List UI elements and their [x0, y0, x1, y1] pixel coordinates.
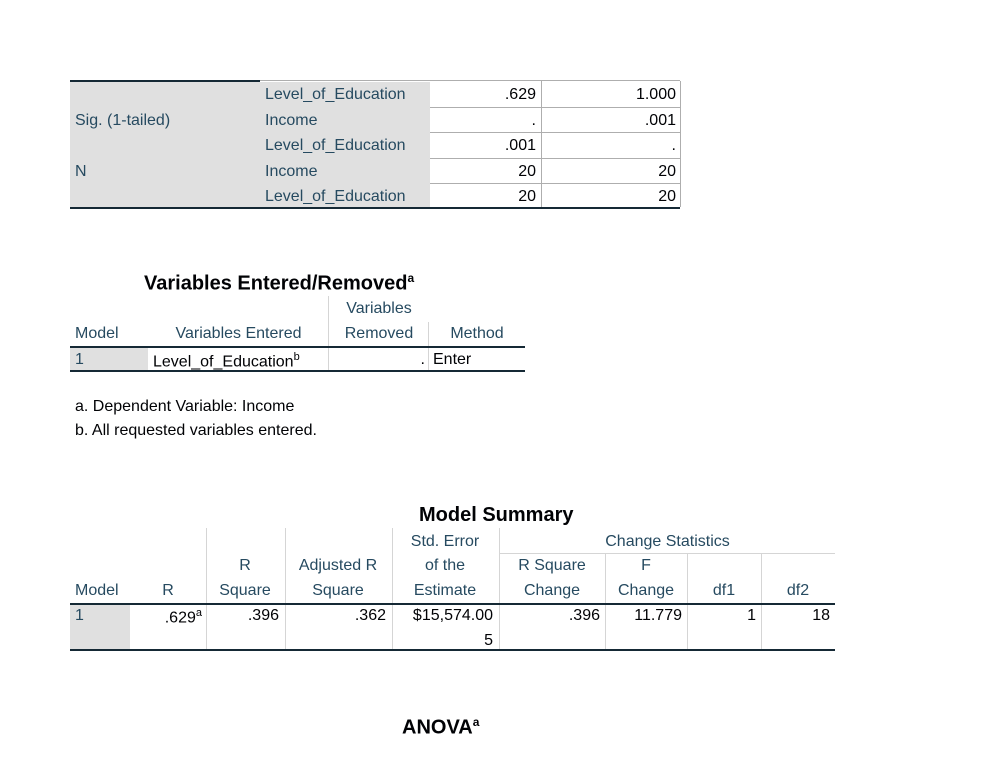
- cell-value: .629: [504, 86, 536, 103]
- header-r-square-line1: R: [239, 557, 251, 574]
- row-rule: [430, 107, 680, 108]
- row-model: 1: [75, 607, 84, 624]
- header-std-error-line3: Estimate: [413, 582, 477, 599]
- row-rule: [430, 183, 680, 184]
- cell-df1: 1: [747, 607, 756, 624]
- column-divider: [428, 348, 429, 370]
- column-divider: [761, 605, 762, 649]
- header-rsq-change-line2: Change: [523, 582, 581, 599]
- cell-f-change: 11.779: [634, 607, 682, 624]
- header-adjusted-line2: Square: [312, 582, 364, 599]
- cell-r-square-change: .396: [568, 607, 600, 624]
- header-f-change-line2: Change: [617, 582, 675, 599]
- footnote-b: b. All requested variables entered.: [75, 422, 317, 439]
- header-f-change-line1: F: [641, 557, 651, 574]
- column-divider: [605, 605, 606, 649]
- row-variable-label: Level_of_Education: [265, 137, 406, 154]
- cell-value: .: [531, 112, 536, 129]
- model-summary-title: Model Summary: [419, 504, 574, 526]
- column-divider: [206, 528, 207, 603]
- cell-value: 1.000: [635, 86, 676, 103]
- header-std-error-line1: Std. Error: [410, 533, 480, 550]
- cell-value: .: [671, 137, 676, 154]
- table-bottom-border: [70, 649, 835, 651]
- header-adjusted-line1: Adjusted R: [298, 557, 378, 574]
- column-divider: [687, 605, 688, 649]
- cell-df2: 18: [812, 607, 830, 624]
- row-variable-label: Income: [265, 163, 318, 180]
- header-rule: [70, 603, 835, 605]
- row-variable-label: Income: [265, 112, 318, 129]
- row-variables-entered: Level_of_Education$^b$: [153, 351, 300, 371]
- row-method: Enter: [433, 351, 472, 368]
- header-rsq-change-line1: R Square: [518, 557, 586, 574]
- table-bottom-border: [70, 370, 525, 372]
- header-r: R: [162, 582, 174, 599]
- table-bottom-border: [70, 207, 680, 209]
- header-variables-removed-line2: Removed: [344, 325, 414, 342]
- column-divider: [285, 528, 286, 603]
- footnote-a: a. Dependent Variable: Income: [75, 398, 295, 415]
- header-std-error-line2: of the: [424, 557, 466, 574]
- cell-r-square: .396: [247, 607, 279, 624]
- column-divider: [541, 81, 542, 207]
- header-model: Model: [75, 582, 119, 599]
- cell-std-error-line2: 5: [484, 632, 493, 649]
- header-variables-removed-line1: Variables: [346, 300, 412, 317]
- column-divider: [285, 605, 286, 649]
- cell-value: 20: [658, 188, 676, 205]
- column-divider: [761, 553, 762, 603]
- change-statistics-rule: [500, 553, 835, 554]
- cell-value: 20: [518, 188, 536, 205]
- cell-adjusted-r-square: .362: [354, 607, 386, 624]
- row-variable-label: Level_of_Education: [265, 86, 406, 103]
- cell-value: .001: [644, 112, 676, 129]
- column-divider: [605, 553, 606, 603]
- header-change-statistics: Change Statistics: [605, 533, 730, 550]
- row-group-label: N: [75, 163, 87, 180]
- row-variables-removed: .: [420, 351, 425, 368]
- cell-value: 20: [518, 163, 536, 180]
- cell-value: .001: [504, 137, 536, 154]
- row-variable-label: Level_of_Education: [265, 188, 406, 205]
- column-divider: [680, 81, 681, 207]
- header-df2: df2: [786, 582, 810, 599]
- column-divider: [206, 605, 207, 649]
- column-divider: [687, 553, 688, 603]
- table-top-border: [70, 80, 260, 82]
- variables-entered-title: Variables Entered/Removed$^a$: [144, 271, 415, 295]
- row-group-label: Sig. (1-tailed): [75, 112, 171, 129]
- row-model: 1: [75, 351, 84, 368]
- column-divider: [499, 605, 500, 649]
- column-divider: [328, 296, 329, 346]
- header-variables-entered: Variables Entered: [175, 325, 302, 342]
- column-divider: [499, 528, 500, 603]
- column-divider: [392, 528, 393, 603]
- row-rule: [430, 158, 680, 159]
- column-divider: [428, 322, 429, 346]
- cell-value: 20: [658, 163, 676, 180]
- header-r-square-line2: Square: [219, 582, 271, 599]
- column-divider: [328, 348, 329, 370]
- header-model: Model: [75, 325, 119, 342]
- table-top-rule: [260, 80, 680, 81]
- cell-r: .629$^a$: [164, 607, 202, 627]
- header-method: Method: [450, 325, 504, 342]
- cell-std-error-line1: $15,574.00: [412, 607, 493, 624]
- header-df1: df1: [712, 582, 736, 599]
- column-divider: [392, 605, 393, 649]
- row-rule: [430, 132, 680, 133]
- anova-title: ANOVA$^a$: [402, 715, 480, 739]
